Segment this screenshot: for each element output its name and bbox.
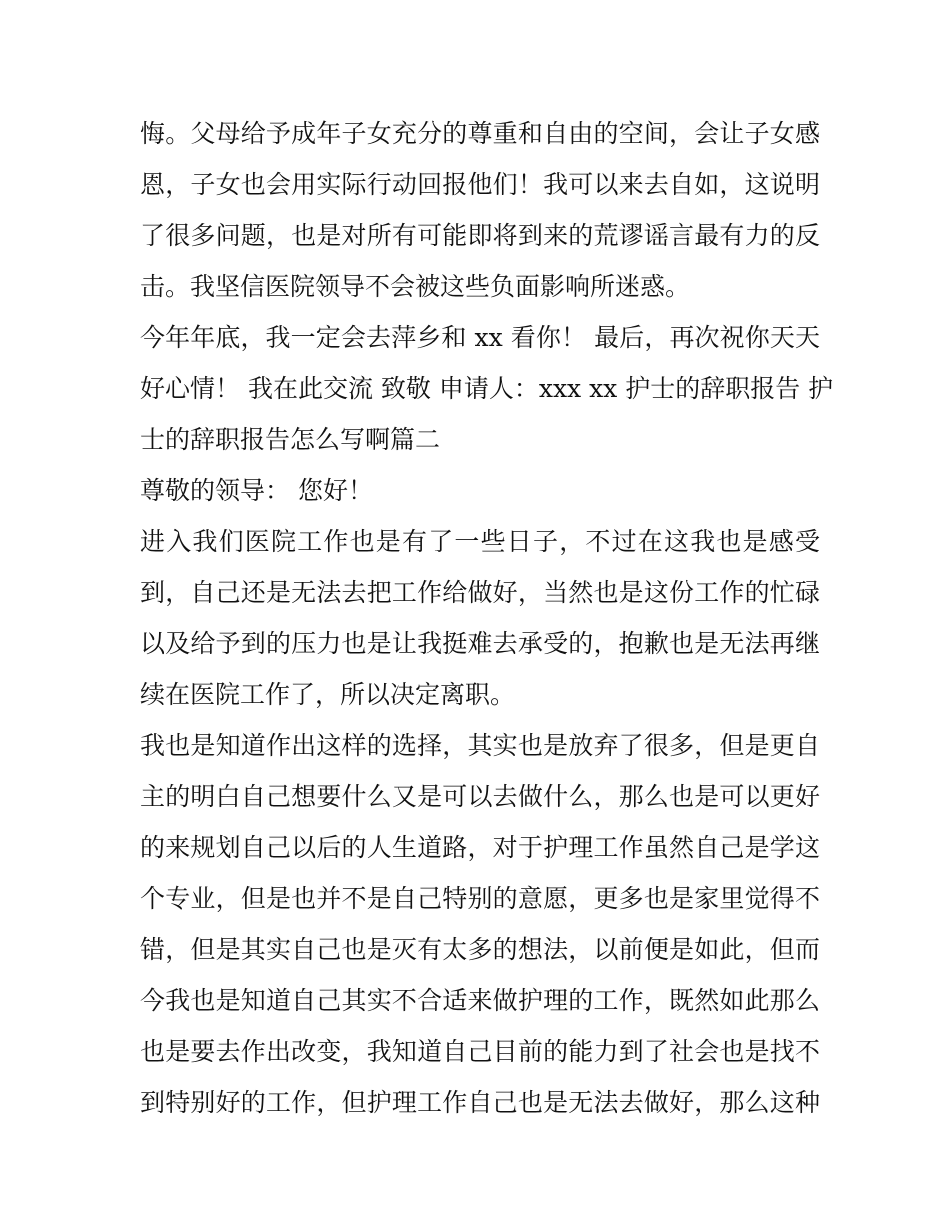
text-line: 我也是知道作出这样的选择，其实也是放弃了很多，但是更自: [140, 731, 820, 760]
paragraph-1: [140, 108, 820, 312]
paragraph-4: [140, 720, 820, 1128]
paragraph-3: [140, 516, 820, 720]
text-line: 的来规划自己以后的人生道路，对于护理工作虽然自己是学这: [140, 833, 820, 862]
text-line: 错，但是其实自己也是灭有太多的想法，以前便是如此，但而: [140, 935, 820, 964]
text-line: 士的辞职报告怎么写啊篇二: [140, 425, 441, 454]
text-line: 到，自己还是无法去把工作给做好，当然也是这份工作的忙碌: [140, 578, 820, 607]
text-line: 主的明白自己想要什么又是可以去做什么，那么也是可以更好: [140, 782, 820, 811]
text-line: 恩，子女也会用实际行动回报他们！我可以来去自如，这说明: [140, 170, 820, 199]
text-line: 今我也是知道自己其实不合适来做护理的工作，既然如此那么: [140, 986, 820, 1015]
text-line: 今年年底，我一定会去萍乡和 xx 看你！ 最后，再次祝你天天: [140, 323, 820, 352]
salutation: [140, 465, 820, 516]
text-line: 好心情！ 我在此交流 致敬 申请人：xxx xx 护士的辞职报告 护: [140, 374, 834, 403]
text-line: 个专业，但是也并不是自己特别的意愿，更多也是家里觉得不: [140, 884, 820, 913]
paragraph-2: [140, 312, 834, 465]
text-line: 击。我坚信医院领导不会被这些负面影响所迷惑。: [140, 272, 691, 301]
text-line: 到特别好的工作，但护理工作自己也是无法去做好，那么这种: [140, 1088, 820, 1117]
text-line: 也是要去作出改变，我知道自己目前的能力到了社会也是找不: [140, 1037, 820, 1066]
text-line: 尊敬的领导： 您好！: [140, 476, 373, 505]
text-line: 续在医院工作了，所以决定离职。: [140, 680, 516, 709]
text-line: 以及给予到的压力也是让我挺难去承受的，抱歉也是无法再继: [140, 629, 820, 658]
text-line: 了很多问题，也是对所有可能即将到来的荒谬谣言最有力的反: [140, 221, 820, 250]
text-line: 悔。父母给予成年子女充分的尊重和自由的空间，会让子女感: [140, 119, 820, 148]
text-line: 进入我们医院工作也是有了一些日子，不过在这我也是感受: [140, 527, 820, 556]
document-body: [140, 108, 834, 1128]
